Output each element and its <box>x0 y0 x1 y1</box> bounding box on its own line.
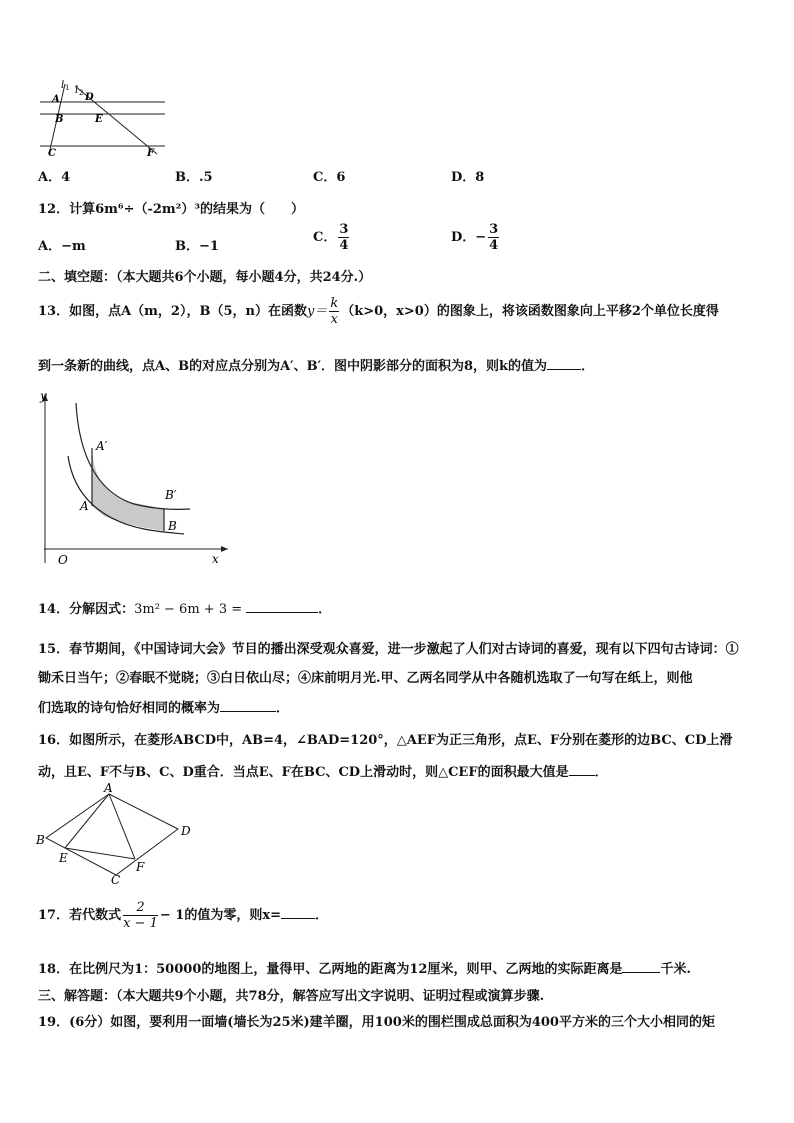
answer-blank[interactable] <box>622 972 660 973</box>
label-A: A <box>52 94 60 105</box>
label-B: B <box>168 519 177 533</box>
q19-line: 19．(6分）如图，要利用一面墙(墙长为25米)建羊圈，用100米的围栏围成总面积为400平方米的三个大小相同的矩 <box>38 1015 715 1030</box>
q13-part1: 13．如图，点A（m，2），B（5，n）在函数 <box>38 304 307 319</box>
q17-line <box>38 900 328 931</box>
answer-blank[interactable] <box>246 612 318 613</box>
figure-hyperbola-shift <box>34 388 234 570</box>
q13-end: ． <box>581 359 595 374</box>
label-B: B <box>36 833 45 847</box>
q14-line <box>38 598 331 617</box>
q11-option-b: B．.5 <box>175 170 213 185</box>
q18-line <box>38 958 691 977</box>
q13-part2: （k>0，x>0）的图象上，将该函数图象向上平移2个单位长度得 <box>341 304 719 319</box>
q11-option-d: D．8 <box>451 170 485 185</box>
answer-blank[interactable] <box>569 775 595 776</box>
q14-end: ． <box>318 602 332 617</box>
label-l2-sub: 2 <box>79 89 84 97</box>
label-C: C <box>111 873 121 887</box>
q15-line3-text: 们选取的诗句恰好相同的概率为 <box>38 701 221 716</box>
q16-line-1: 16．如图所示，在菱形ABCD中，AB=4，∠BAD=120°，△AEF为正三角形，点E、F分别在菱形的边BC、CD上滑 <box>38 733 733 748</box>
label-E: E <box>95 114 103 125</box>
label-B: B <box>55 114 64 125</box>
label-x: x <box>212 552 219 566</box>
q14-prefix: 14．分解因式： <box>38 602 135 617</box>
label-C: C <box>48 148 56 159</box>
answer-blank[interactable] <box>220 711 276 712</box>
label-l2: l <box>75 85 79 96</box>
q16-line2-text: 动，且E、F不与B、C、D重合．当点E、F在BC、CD上滑动时，则△CEF的面积最大值是 <box>38 765 569 780</box>
figure-parallel-lines <box>35 78 175 162</box>
q12-option-b: B．−1 <box>175 239 219 254</box>
label-D: D <box>85 92 94 103</box>
q15-line-3 <box>38 697 289 716</box>
section-2-heading: 二、填空题：（本大题共6个小题，每小题4分，共24分.） <box>38 270 372 285</box>
q12-question: 12．计算6m⁶÷（-2m²）³的结果为（ ） <box>38 202 305 217</box>
label-E: E <box>59 851 68 865</box>
q17-suffix: − 1的值为零，则x= <box>159 908 281 923</box>
q12-option-c-prefix: C． <box>313 230 337 245</box>
q13-line-1 <box>38 296 719 327</box>
label-A: A <box>104 782 113 795</box>
q16-line-2 <box>38 761 608 780</box>
q15-line-2: 锄禾日当午；②春眠不觉晓；③白日依山尽；④床前明月光.甲、乙两名同学从中各随机选取了一句写在纸上，则他 <box>38 671 693 686</box>
label-F: F <box>147 148 155 159</box>
q12-option-a: A．−m <box>38 239 86 254</box>
q13-function-lhs: y＝ <box>306 304 328 319</box>
q18-end: 千米. <box>660 962 691 977</box>
label-B-prime: B′ <box>165 488 177 502</box>
label-y: y <box>40 389 47 403</box>
label-l1: l <box>61 80 65 91</box>
q12-option-c <box>313 222 351 253</box>
section-3-heading: 三、解答题：（本大题共9个小题，共78分，解答应写出文字说明、证明过程或演算步骤. <box>38 989 545 1004</box>
q17-prefix: 17．若代数式 <box>38 908 122 923</box>
label-D: D <box>181 824 191 838</box>
label-O: O <box>58 553 68 567</box>
label-l1-sub: 1 <box>65 84 70 92</box>
q18-text: 18．在比例尺为1：50000的地图上，量得甲、乙两地的距离为12厘米，则甲、乙两地的实际距离是 <box>38 962 623 977</box>
answer-blank[interactable] <box>281 918 315 919</box>
q13-function-fraction: $\frac{k}{x}$ <box>330 296 339 327</box>
q13-line-2 <box>38 355 594 374</box>
label-F: F <box>136 860 145 874</box>
q15-line-1: 15．春节期间，《中国诗词大会》节目的播出深受观众喜爱，进一步激起了人们对古诗词的喜爱，现有以下四句古诗词：① <box>38 642 739 657</box>
q11-option-c: C．6 <box>313 170 346 185</box>
q12-option-c-fraction: $\frac{3}{4}$ <box>339 222 349 253</box>
figure-rhombus <box>32 782 202 888</box>
q16-end: ． <box>594 765 608 780</box>
label-A: A <box>80 499 89 513</box>
answer-blank[interactable] <box>547 369 581 370</box>
q13-line2-text: 到一条新的曲线，点A、B的对应点分别为A′、B′．图中阴影部分的面积为8，则k的值为 <box>38 359 548 374</box>
q12-option-d <box>451 222 501 253</box>
q12-option-d-prefix: D．− <box>451 230 487 245</box>
q17-fraction: $\frac{2}{x - 1}$ <box>123 900 158 931</box>
q17-end: ． <box>314 908 328 923</box>
q11-option-a: A．4 <box>38 170 71 185</box>
label-A-prime: A′ <box>96 439 108 453</box>
q12-option-d-fraction: $\frac{3}{4}$ <box>489 222 499 253</box>
q15-end: ． <box>276 701 290 716</box>
q14-expression: 3m² − 6m + 3 = <box>134 602 243 617</box>
